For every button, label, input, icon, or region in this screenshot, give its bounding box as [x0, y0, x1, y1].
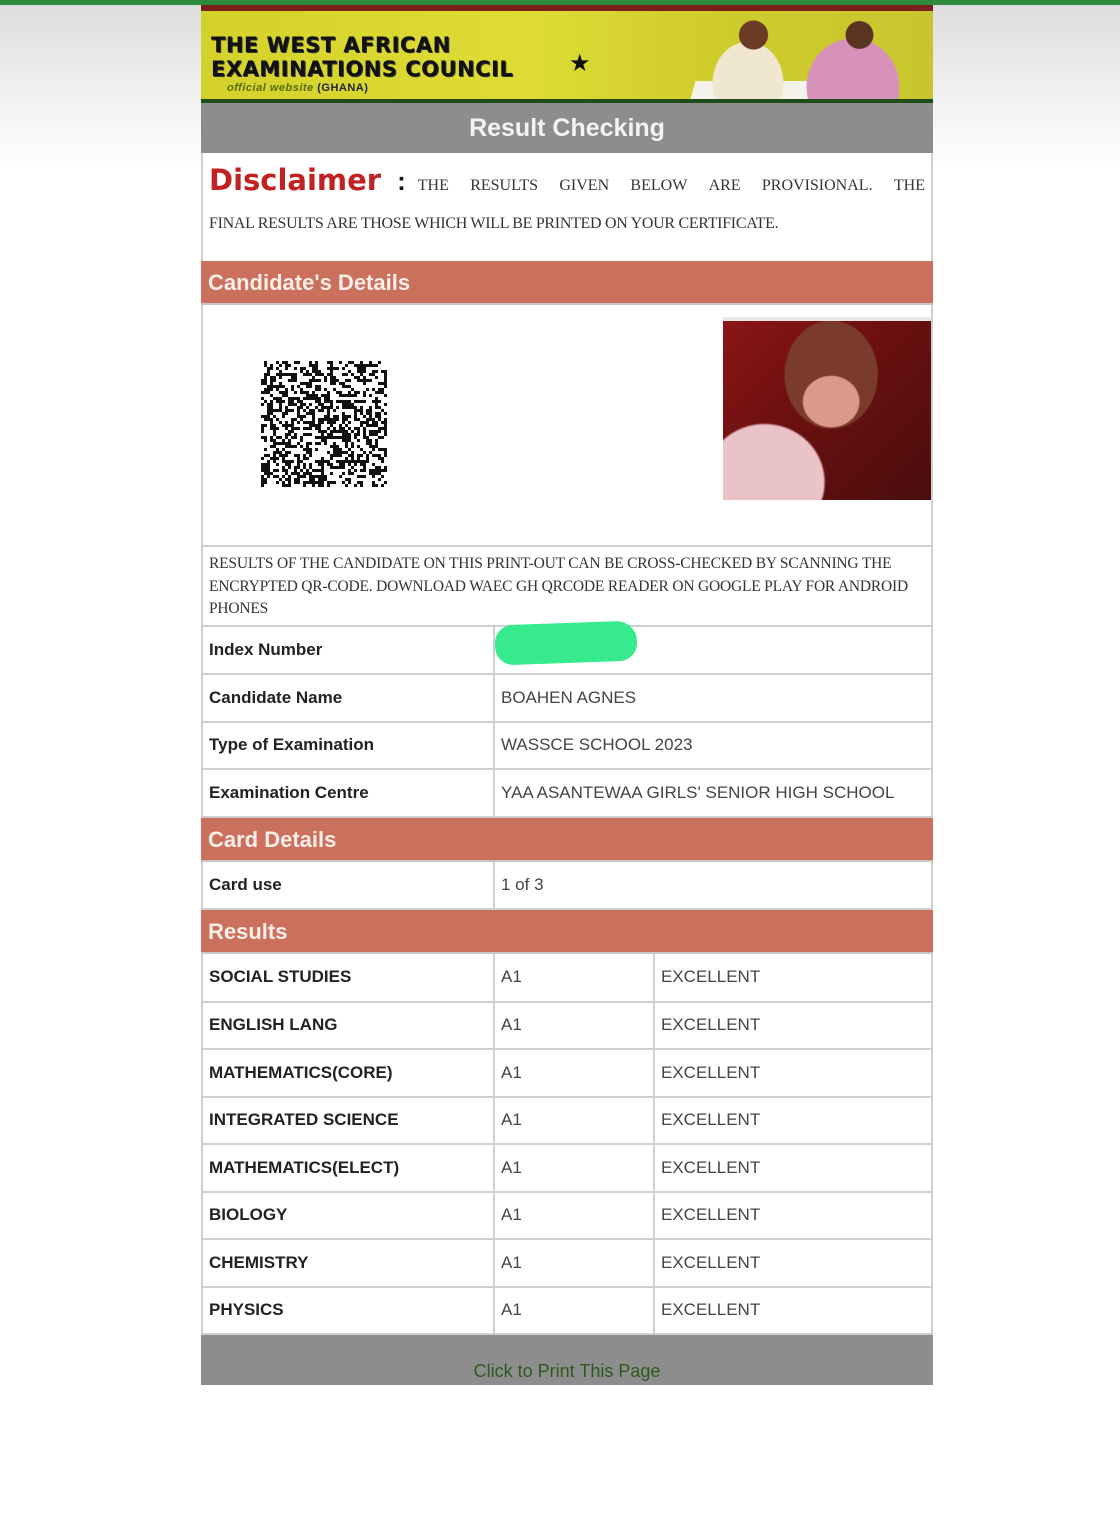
subject: MATHEMATICS(ELECT) — [203, 1144, 494, 1192]
remark: EXCELLENT — [654, 1049, 931, 1097]
table-row — [203, 862, 931, 910]
subject: SOCIAL STUDIES — [203, 954, 494, 1002]
grade: A1 — [494, 1239, 654, 1287]
table-row — [203, 627, 931, 675]
print-bar — [201, 1335, 933, 1385]
subject: PHYSICS — [203, 1287, 494, 1335]
field-label: Index Number — [203, 627, 494, 675]
remark: EXCELLENT — [654, 1192, 931, 1240]
disclaimer-label: Disclaimer — [209, 163, 382, 197]
card-details-table — [203, 862, 931, 911]
grade: A1 — [494, 1049, 654, 1097]
field-value — [494, 627, 931, 675]
table-row — [203, 674, 931, 722]
remark: EXCELLENT — [654, 1239, 931, 1287]
candidate-details-heading: Candidate's Details — [201, 261, 933, 305]
banner-subtitle: official website (GHANA) — [227, 82, 369, 94]
qr-code — [261, 361, 387, 487]
star-icon: ★ — [569, 50, 591, 77]
field-value: WASSCE SCHOOL 2023 — [494, 722, 931, 770]
candidate-details-table — [203, 627, 931, 818]
qr-note: RESULTS OF THE CANDIDATE ON THIS PRINT-OUT CAN BE CROSS-CHECKED BY SCANNING THE ENCRYPTED QR-CODE. DOWNLOAD WAEC GH QRCODE READER ON GOOGLE PLAY FOR ANDROID PHONES — [201, 547, 933, 627]
remark: EXCELLENT — [654, 1002, 931, 1050]
grade: A1 — [494, 1144, 654, 1192]
students-image — [633, 11, 933, 99]
subject: BIOLOGY — [203, 1192, 494, 1240]
disclaimer-text-line1: THE RESULTS GIVEN BELOW ARE PROVISIONAL. THE — [417, 177, 925, 194]
subject: CHEMISTRY — [203, 1239, 494, 1287]
redaction-mark — [494, 621, 637, 666]
table-row — [203, 1287, 931, 1335]
field-label: Card use — [203, 862, 494, 910]
disclaimer-text-line2: FINAL RESULTS ARE THOSE WHICH WILL BE PRINTED ON YOUR CERTIFICATE. — [209, 215, 779, 232]
table-row — [203, 1049, 931, 1097]
banner-title: THE WEST AFRICAN EXAMINATIONS COUNCIL — [211, 33, 514, 81]
field-label: Examination Centre — [203, 769, 494, 817]
page-title: Result Checking — [201, 103, 933, 153]
table-row — [203, 1002, 931, 1050]
grade: A1 — [494, 1002, 654, 1050]
grade: A1 — [494, 1287, 654, 1335]
grade: A1 — [494, 1097, 654, 1145]
waec-banner — [201, 5, 933, 103]
remark: EXCELLENT — [654, 1287, 931, 1335]
candidate-media — [201, 305, 933, 547]
print-page-link[interactable]: Click to Print This Page — [473, 1361, 661, 1381]
grade: A1 — [494, 1192, 654, 1240]
remark: EXCELLENT — [654, 1097, 931, 1145]
disclaimer: Disclaimer : THE RESULTS GIVEN BELOW ARE PROVISIONAL. THE FINAL RESULTS ARE THOSE WHICH WILL BE PRINTED ON YOUR CERTIFICATE. — [201, 153, 933, 261]
table-row — [203, 1097, 931, 1145]
table-row — [203, 1144, 931, 1192]
table-row — [203, 722, 931, 770]
subject: INTEGRATED SCIENCE — [203, 1097, 494, 1145]
field-value: 1 of 3 — [494, 862, 931, 910]
results-table — [203, 954, 931, 1335]
table-row — [203, 769, 931, 817]
candidate-photo — [723, 317, 931, 500]
table-row — [203, 954, 931, 1002]
result-page — [201, 5, 933, 1385]
table-row — [203, 1192, 931, 1240]
grade: A1 — [494, 954, 654, 1002]
field-label: Type of Examination — [203, 722, 494, 770]
field-value: BOAHEN AGNES — [494, 674, 931, 722]
table-row — [203, 1239, 931, 1287]
field-value: YAA ASANTEWAA GIRLS' SENIOR HIGH SCHOOL — [494, 769, 931, 817]
results-heading: Results — [201, 910, 933, 954]
subject: MATHEMATICS(CORE) — [203, 1049, 494, 1097]
field-label: Candidate Name — [203, 674, 494, 722]
remark: EXCELLENT — [654, 954, 931, 1002]
remark: EXCELLENT — [654, 1144, 931, 1192]
subject: ENGLISH LANG — [203, 1002, 494, 1050]
card-details-heading: Card Details — [201, 818, 933, 862]
